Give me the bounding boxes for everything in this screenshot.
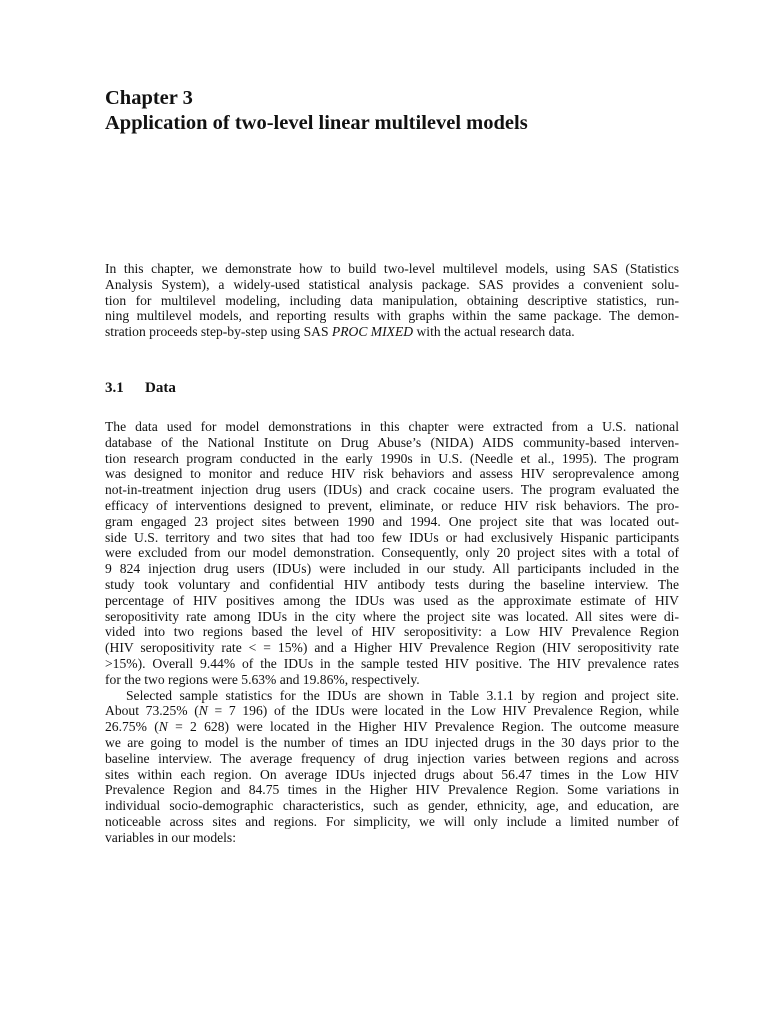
data-paragraph-2 [105,688,679,846]
text-line: for the two regions were 5.63% and 19.86%, respectively. [105,671,420,687]
text-line [105,719,679,735]
intro-line: In this chapter, we demonstrate how to build two-level multilevel models, using SAS (Statistics [105,261,679,276]
text-line: baseline interview. The average frequency of drug injection varies between regions and across [105,750,679,766]
text-line: 9 824 injection drug users (IDUs) were included in our study. All participants included in the [105,561,679,577]
text-line: individual socio-demographic characteristics, such as gender, ethnicity, age, and education, are [105,798,679,814]
text-line: sites within each region. On average IDUs injected drugs about 56.47 times in the Low HIV [105,766,679,782]
text-line: not-in-treatment injection drug users (IDUs) and crack cocaine users. The program evaluated the [105,482,679,498]
chapter-title: Application of two-level linear multilevel models [105,112,528,134]
sample-size-symbol: N [198,703,208,719]
text-line: (HIV seropositivity rate < = 15%) and a Higher HIV Prevalence Region (HIV seropositivity rate [105,640,679,656]
text-line: efficacy of interventions designed to prevent, eliminate, or reduce HIV risk behaviors. The pro- [105,497,679,513]
intro-line: ning multilevel models, and reporting results with graphs within the same package. The demon- [105,308,679,324]
chapter-heading [105,86,685,136]
text-line: Prevalence Region and 84.75 times in the Higher HIV Prevalence Region. Some variations in [105,782,679,798]
intro-line [105,324,679,340]
text-line: side U.S. territory and two sites that had too few IDUs or had exclusively Hispanic participants [105,529,679,545]
section-number: 3.1 [105,380,124,396]
text-line: Selected sample statistics for the IDUs are shown in Table 3.1.1 by region and project site. [126,687,679,703]
text-fragment: = 7 196) of the IDUs were located in the Low HIV Prevalence Region, while [207,703,680,719]
text-line: percentage of HIV positives among the IDUs was used as the approximate estimate of HIV [105,592,679,608]
text-fragment: = 2 628) were located in the Higher HIV Prevalence Region. The outcome measure [167,719,679,735]
sample-size-symbol: N [158,719,168,735]
section-heading [105,379,176,397]
text-line: tion research program conducted in the early 1990s in U.S. (Needle et al., 1995). The program [105,450,679,466]
text-line: >15%). Overall 9.44% of the IDUs in the sample tested HIV positive. The HIV prevalence rates [105,655,679,671]
text-line: database of the National Institute on Drug Abuse’s (NIDA) AIDS community-based interven- [105,434,679,450]
intro-line-text: with the actual research data. [413,324,575,340]
text-line: study took voluntary and confidential HIV antibody tests during the baseline interview. The [105,576,679,592]
text-line: gram engaged 23 project sites between 1990 and 1994. One project site that was located out- [105,513,679,529]
intro-line: tion for multilevel modeling, including data manipulation, obtaining descriptive statistics, run- [105,292,679,308]
proc-mixed-term: PROC MIXED [331,324,414,340]
text-line: were excluded from our model demonstration. Consequently, only 20 project sites with a total of [105,545,679,561]
intro-line: Analysis System), a widely-used statistical analysis package. SAS provides a convenient solu- [105,276,679,292]
section-title: Data [145,380,176,396]
text-line: variables in our models: [105,829,236,845]
text-line: seropositivity rate among IDUs in the city where the project site was located. All sites were di- [105,608,679,624]
text-line: noticeable across sites and regions. For simplicity, we will only include a limited number of [105,813,679,829]
chapter-number: Chapter 3 [105,87,193,109]
text-line: vided into two regions based the level of HIV seropositivity: a Low HIV Prevalence Region [105,624,679,640]
data-paragraph-1 [105,419,679,688]
text-fragment: About 73.25% ( [105,703,199,719]
intro-paragraph [105,261,679,340]
text-line: we are going to model is the number of times an IDU injected drugs in the 30 days prior to the [105,734,679,750]
text-line: was designed to monitor and reduce HIV risk behaviors and assess HIV seroprevalence among [105,466,679,482]
data-section-body [105,419,679,846]
intro-line-text: stration proceeds step-by-step using SAS [105,324,332,340]
text-fragment: 26.75% ( [105,719,159,735]
text-line [105,703,679,719]
text-line: The data used for model demonstrations in this chapter were extracted from a U.S. national [105,419,679,434]
